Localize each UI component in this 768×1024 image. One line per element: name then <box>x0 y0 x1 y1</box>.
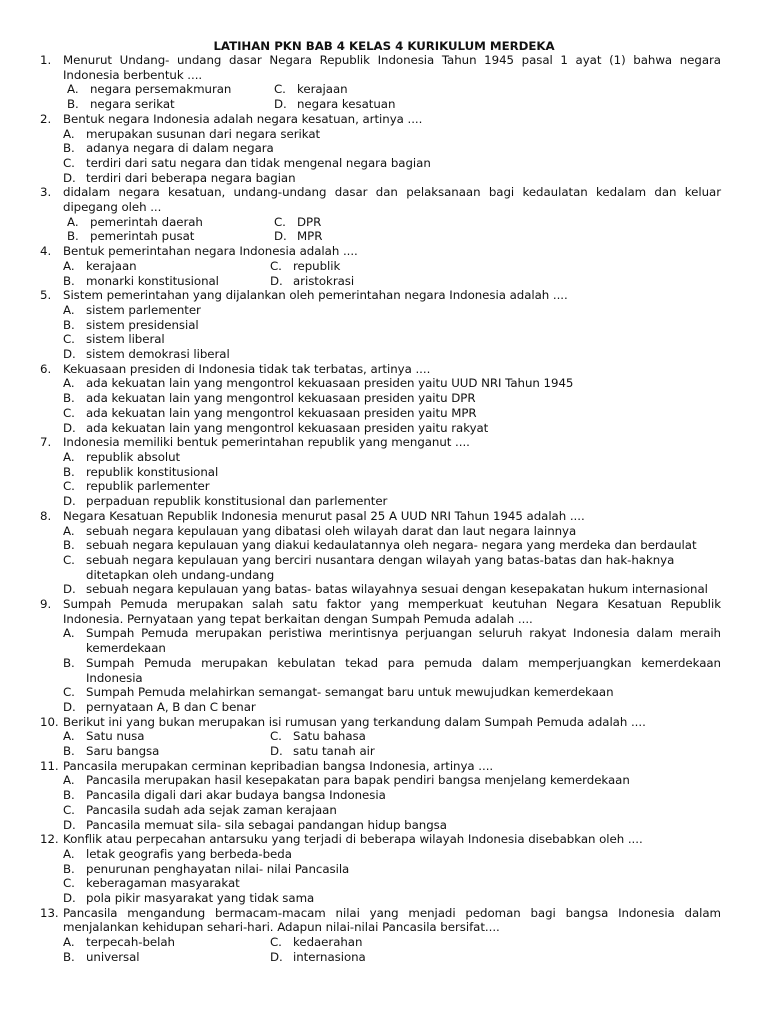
option-text: terdiri dari satu negara dan tidak mengenal negara bagian <box>86 155 431 170</box>
option-letter: B. <box>63 744 75 759</box>
question-item <box>40 185 721 244</box>
question-text: didalam negara kesatuan, undang-undang dasar dan pelaksanaan bagi kedaulatan kedalam dan keluar dipegang oleh ... <box>63 185 721 215</box>
answer-options <box>63 82 721 111</box>
option-letter: B. <box>67 97 79 112</box>
option-letter: B. <box>63 949 75 964</box>
option-text: universal <box>86 949 140 964</box>
option-text: ada kekuatan lain yang mengontrol kekuasaan presiden yaitu UUD NRI Tahun 1945 <box>86 376 574 391</box>
answer-option <box>63 847 721 862</box>
option-letter: A. <box>63 449 75 464</box>
question-item <box>40 509 721 597</box>
option-text: Sumpah Pemuda merupakan peristiwa merintisnya perjuangan seluruh rakyat Indonesia dalam meraih kemerdekaan <box>86 626 721 656</box>
option-letter: C. <box>63 685 75 700</box>
option-letter: B. <box>67 229 79 244</box>
answer-options <box>63 215 721 244</box>
option-letter: D. <box>63 347 76 362</box>
answer-option <box>63 891 721 906</box>
question-text: Sumpah Pemuda merupakan salah satu faktor yang memperkuat keutuhan Negara Kesatuan Republik Indonesia. Pernyataan yang tepat berkaitan dengan Sumpah Pemuda adalah .... <box>63 597 721 626</box>
answer-option <box>63 332 721 347</box>
option-letter: C. <box>270 258 282 273</box>
option-text: keberagaman masyarakat <box>86 876 240 891</box>
answer-option <box>63 700 721 715</box>
question-text: Bentuk pemerintahan negara Indonesia adalah .... <box>63 244 358 259</box>
option-text: sistem liberal <box>86 332 165 347</box>
option-letter: A. <box>67 82 79 97</box>
answer-option <box>274 82 721 97</box>
question-text: Sistem pemerintahan yang dijalankan oleh pemerintahan negara Indonesia adalah .... <box>63 288 568 303</box>
option-letter: B. <box>63 655 75 670</box>
option-text: sebuah negara kepulauan yang berciri nusantara dengan wilayah yang batas-batas dan hak-haknya ditetapkan oleh undang-undang <box>86 552 675 582</box>
answer-option <box>63 803 721 818</box>
answer-option <box>63 421 721 436</box>
answer-options <box>63 773 721 832</box>
answer-option <box>63 950 270 965</box>
question-item <box>40 435 721 509</box>
option-text: Sumpah Pemuda melahirkan semangat- semangat baru untuk mewujudkan kemerdekaan <box>86 685 614 700</box>
question-number: 12. <box>40 832 59 847</box>
option-text: merupakan susunan dari negara serikat <box>86 126 321 141</box>
answer-option <box>63 376 721 391</box>
answer-options <box>63 450 721 509</box>
question-item <box>40 597 721 715</box>
question-text: Kekuasaan presiden di Indonesia tidak tak terbatas, artinya .... <box>63 361 431 376</box>
option-letter: B. <box>63 464 75 479</box>
option-text: Satu nusa <box>86 729 145 744</box>
option-letter: D. <box>270 949 283 964</box>
option-text: pemerintah daerah <box>90 214 203 229</box>
question-number: 1. <box>40 53 52 67</box>
option-letter: C. <box>63 479 75 494</box>
answer-option <box>67 215 274 230</box>
option-text: sistem demokrasi liberal <box>86 347 230 362</box>
answer-option <box>63 391 721 406</box>
option-text: Pancasila sudah ada sejak zaman kerajaan <box>86 802 337 817</box>
answer-option <box>63 685 721 700</box>
answer-option <box>274 97 721 112</box>
question-number: 5. <box>40 288 52 303</box>
answer-option <box>270 729 721 744</box>
option-letter: C. <box>63 332 75 347</box>
question-item <box>40 832 721 906</box>
option-text: kerajaan <box>86 258 137 273</box>
question-text: Pancasila mengandung bermacam-macam nilai yang menjadi pedoman bagi bangsa Indonesia dalam menjalankan kehidupan sehari-hari. Adapun nilai-nilai Pancasila bersifat.... <box>63 905 721 935</box>
answer-option <box>274 229 721 244</box>
question-text: Negara Kesatuan Republik Indonesia menurut pasal 25 A UUD NRI Tahun 1945 adalah .... <box>63 508 585 523</box>
option-letter: D. <box>63 582 76 597</box>
answer-options <box>63 259 721 288</box>
option-letter: C. <box>63 802 75 817</box>
option-letter: B. <box>63 861 75 876</box>
option-text: perpaduan republik konstitusional dan parlementer <box>86 494 388 509</box>
answer-option <box>63 553 721 582</box>
option-text: sistem presidensial <box>86 317 199 332</box>
option-letter: A. <box>63 126 75 141</box>
answer-options <box>63 303 721 362</box>
answer-option <box>63 347 721 362</box>
option-text: aristokrasi <box>293 273 355 288</box>
option-letter: B. <box>63 141 75 156</box>
option-text: pemerintah pusat <box>90 229 195 244</box>
question-number: 2. <box>40 111 52 126</box>
option-text: republik <box>293 258 341 273</box>
answer-option <box>63 127 721 142</box>
question-text: Bentuk negara Indonesia adalah negara kesatuan, artinya .... <box>63 111 423 126</box>
option-letter: D. <box>270 744 283 759</box>
option-letter: D. <box>63 170 76 185</box>
option-text: sebuah negara kepulauan yang diakui kedaulatannya oleh negara- negara yang merdeka dan berdaulat <box>86 538 697 553</box>
option-text: Sumpah Pemuda merupakan kebulatan tekad para pemuda dalam memperjuangkan kemerdekaan Indonesia <box>86 655 721 685</box>
option-letter: A. <box>67 214 79 229</box>
option-letter: B. <box>63 317 75 332</box>
answer-option <box>63 729 270 744</box>
option-text: Pancasila merupakan hasil kesepakatan para bapak pendiri bangsa menjelang kemerdekaan <box>86 773 630 788</box>
question-item <box>40 759 721 833</box>
option-letter: D. <box>63 891 76 906</box>
option-letter: C. <box>63 552 75 567</box>
option-text: Satu bahasa <box>293 729 366 744</box>
answer-option <box>63 303 721 318</box>
answer-option <box>63 171 721 186</box>
answer-option <box>67 229 274 244</box>
option-text: sebuah negara kepulauan yang dibatasi oleh wilayah darat dan laut negara lainnya <box>86 523 577 538</box>
answer-option <box>63 318 721 333</box>
answer-options <box>63 524 721 598</box>
answer-option <box>67 97 274 112</box>
option-letter: A. <box>63 773 75 788</box>
question-number: 10. <box>40 714 59 729</box>
option-text: sistem parlementer <box>86 302 201 317</box>
answer-option <box>270 274 721 289</box>
answer-options <box>63 847 721 906</box>
option-text: sebuah negara kepulauan yang batas- batas wilayahnya sesuai dengan kesepakatan hukum internasional <box>86 582 708 597</box>
option-text: monarki konstitusional <box>86 273 219 288</box>
question-item <box>40 715 721 759</box>
option-text: Pancasila memuat sila- sila sebagai pandangan hidup bangsa <box>86 817 447 832</box>
answer-option <box>63 788 721 803</box>
answer-option <box>63 141 721 156</box>
answer-option <box>63 862 721 877</box>
option-letter: A. <box>63 729 75 744</box>
option-letter: A. <box>63 846 75 861</box>
answer-option <box>63 259 270 274</box>
option-text: ada kekuatan lain yang mengontrol kekuasaan presiden yaitu DPR <box>86 391 476 406</box>
question-text: Berikut ini yang bukan merupakan isi rumusan yang terkandung dalam Sumpah Pemuda adalah .... <box>63 714 646 729</box>
option-letter: B. <box>63 273 75 288</box>
question-item <box>40 53 721 112</box>
option-letter: A. <box>63 302 75 317</box>
question-number: 9. <box>40 597 52 612</box>
answer-option <box>63 274 270 289</box>
option-text: internasiona <box>293 949 366 964</box>
answer-option <box>63 626 721 655</box>
answer-options <box>63 626 721 714</box>
answer-option <box>274 215 721 230</box>
question-number: 8. <box>40 508 52 523</box>
option-text: pernyataan A, B dan C benar <box>86 699 256 714</box>
answer-option <box>63 156 721 171</box>
question-text: Pancasila merupakan cerminan kepribadian bangsa Indonesia, artinya .... <box>63 758 494 773</box>
answer-option <box>270 935 721 950</box>
option-text: negara serikat <box>90 97 175 112</box>
answer-option <box>63 479 721 494</box>
option-text: terpecah-belah <box>86 935 175 950</box>
question-item <box>40 906 721 965</box>
answer-option <box>63 876 721 891</box>
option-text: kedaerahan <box>293 935 363 950</box>
option-letter: A. <box>63 935 75 950</box>
option-text: republik absolut <box>86 449 181 464</box>
option-text: Pancasila digali dari akar budaya bangsa Indonesia <box>86 788 386 803</box>
question-list <box>40 53 721 965</box>
option-text: kerajaan <box>297 82 348 97</box>
option-letter: A. <box>63 626 75 641</box>
option-text: adanya negara di dalam negara <box>86 141 274 156</box>
option-letter: C. <box>270 935 282 950</box>
answer-option <box>63 818 721 833</box>
option-text: negara kesatuan <box>297 97 396 112</box>
option-letter: C. <box>274 82 286 97</box>
question-text: Konflik atau perpecahan antarsuku yang terjadi di beberapa wilayah Indonesia disebabkan oleh .... <box>63 832 643 847</box>
answer-option <box>63 773 721 788</box>
option-letter: C. <box>274 214 286 229</box>
option-text: republik parlementer <box>86 479 210 494</box>
option-letter: A. <box>63 523 75 538</box>
option-letter: D. <box>63 420 76 435</box>
answer-option <box>63 935 270 950</box>
answer-options <box>63 729 721 758</box>
question-text: Menurut Undang- undang dasar Negara Republik Indonesia Tahun 1945 pasal 1 ayat (1) bahwa negara Indonesia berbentuk .... <box>63 53 721 82</box>
option-letter: A. <box>63 258 75 273</box>
answer-option <box>63 494 721 509</box>
option-text: DPR <box>297 214 322 229</box>
option-letter: B. <box>63 788 75 803</box>
answer-option <box>270 950 721 965</box>
answer-options <box>63 935 721 964</box>
option-text: ada kekuatan lain yang mengontrol kekuasaan presiden yaitu MPR <box>86 405 477 420</box>
option-letter: D. <box>63 699 76 714</box>
option-letter: D. <box>63 817 76 832</box>
question-number: 4. <box>40 244 52 259</box>
option-letter: B. <box>63 538 75 553</box>
answer-option <box>63 656 721 685</box>
option-text: pola pikir masyarakat yang tidak sama <box>86 891 315 906</box>
question-item <box>40 362 721 436</box>
answer-options <box>63 376 721 435</box>
option-text: ada kekuatan lain yang mengontrol kekuasaan presiden yaitu rakyat <box>86 420 489 435</box>
answer-option <box>63 450 721 465</box>
answer-option <box>63 538 721 553</box>
question-text: Indonesia memiliki bentuk pemerintahan republik yang menganut .... <box>63 435 470 450</box>
answer-option <box>63 524 721 539</box>
option-letter: C. <box>270 729 282 744</box>
question-number: 13. <box>40 905 59 920</box>
answer-option <box>63 582 721 597</box>
question-number: 7. <box>40 435 52 450</box>
question-number: 3. <box>40 185 52 200</box>
answer-option <box>270 259 721 274</box>
question-item <box>40 112 721 186</box>
answer-option <box>63 744 270 759</box>
answer-option <box>63 465 721 480</box>
option-text: republik konstitusional <box>86 464 219 479</box>
option-text: MPR <box>297 229 323 244</box>
option-letter: D. <box>270 273 283 288</box>
option-text: Saru bangsa <box>86 744 160 759</box>
option-letter: C. <box>63 876 75 891</box>
option-letter: C. <box>63 155 75 170</box>
option-text: negara persemakmuran <box>90 82 232 97</box>
option-letter: D. <box>274 97 287 112</box>
answer-option <box>63 406 721 421</box>
option-text: satu tanah air <box>293 744 375 759</box>
option-letter: A. <box>63 376 75 391</box>
question-number: 11. <box>40 758 59 773</box>
option-letter: D. <box>63 494 76 509</box>
question-number: 6. <box>40 361 52 376</box>
option-letter: C. <box>63 405 75 420</box>
answer-options <box>63 127 721 186</box>
question-item <box>40 288 721 362</box>
page-title: LATIHAN PKN BAB 4 KELAS 4 KURIKULUM MERDEKA <box>213 39 555 53</box>
answer-option <box>67 82 274 97</box>
option-text: letak geografis yang berbeda-beda <box>86 846 292 861</box>
answer-option <box>270 744 721 759</box>
option-letter: D. <box>274 229 287 244</box>
option-text: penurunan penghayatan nilai- nilai Pancasila <box>86 861 350 876</box>
option-letter: B. <box>63 391 75 406</box>
question-item <box>40 244 721 288</box>
option-text: terdiri dari beberapa negara bagian <box>86 170 296 185</box>
